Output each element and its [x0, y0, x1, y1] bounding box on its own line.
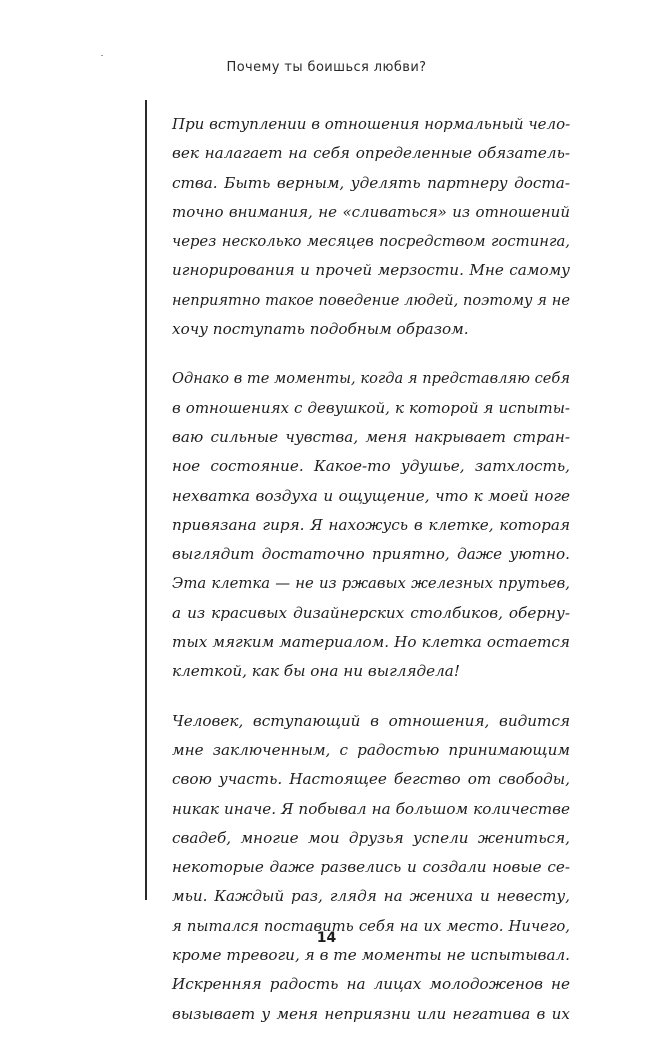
scan-speck [101, 55, 103, 56]
text-line: ваю сильные чувства, меня накрывает стран- [172, 427, 570, 446]
text-line: клеткой, как бы она ни выглядела! [172, 662, 460, 681]
text-line: ства. Быть верным, уделять партнеру доста- [172, 173, 570, 192]
text-line: привязана гиря. Я нахожусь в клетке, которая [172, 515, 570, 534]
text-line: Однако в те моменты, когда я представляю себя [172, 370, 570, 388]
running-head: Почему ты боишься любви? [226, 60, 427, 75]
text-line: в отношениях с девушкой, к которой я испыты- [172, 398, 570, 417]
text-line: Человек, вступающий в отношения, видится [172, 711, 570, 730]
quote-vertical-rule [145, 100, 147, 900]
quoted-text-block [172, 110, 570, 1049]
page-number: 14 [316, 930, 337, 946]
text-line: хочу поступать подобным образом. [172, 320, 469, 339]
text-line: через несколько месяцев посредством гостинга, [172, 233, 570, 251]
text-line: тых мягким материалом. Но клетка остается [172, 633, 570, 652]
text-line: свою участь. Настоящее бегство от свободы, [172, 770, 570, 789]
text-line: выглядит достаточно приятно, даже уютно. [172, 545, 570, 564]
text-line: Искренняя радость на лицах молодоженов не [172, 975, 570, 994]
text-line: точно внимания, не «сливаться» из отношений [172, 202, 570, 221]
text-line: мне заключенным, с радостью принимающим [172, 740, 570, 759]
text-line: я пытался поставить себя на их место. Ничего, [172, 917, 570, 935]
text-line: Эта клетка — не из ржавых железных прутьев, [172, 575, 570, 593]
text-line: нехватка воздуха и ощущение, что к моей ноге [172, 486, 570, 505]
text-line: никак иначе. Я побывал на большом количестве [172, 799, 570, 818]
text-line: а из красивых дизайнерских столбиков, оберну- [172, 603, 570, 622]
text-line: мьи. Каждый раз, глядя на жениха и невесту, [172, 887, 570, 906]
text-line: игнорирования и прочей мерзости. Мне самому [172, 261, 570, 280]
text-line: некоторые даже развелись и создали новые се- [172, 858, 570, 877]
paragraph-2 [172, 364, 570, 686]
text-line: кроме тревоги, я в те моменты не испытывал. [172, 946, 570, 965]
text-line: век налагает на себя определенные обязатель- [172, 144, 570, 163]
paragraph-3 [172, 707, 570, 1029]
text-line: При вступлении в отношения нормальный чело- [172, 115, 571, 133]
text-line: свадеб, многие мои друзья успели жениться, [172, 828, 570, 847]
text-line: вызывает у меня неприязни или негатива в их [172, 1004, 570, 1023]
text-line: неприятно такое поведение людей, поэтому я не [172, 291, 570, 309]
paragraph-1 [172, 110, 570, 344]
text-line: ное состояние. Какое-то удушье, затхлость, [172, 457, 570, 476]
